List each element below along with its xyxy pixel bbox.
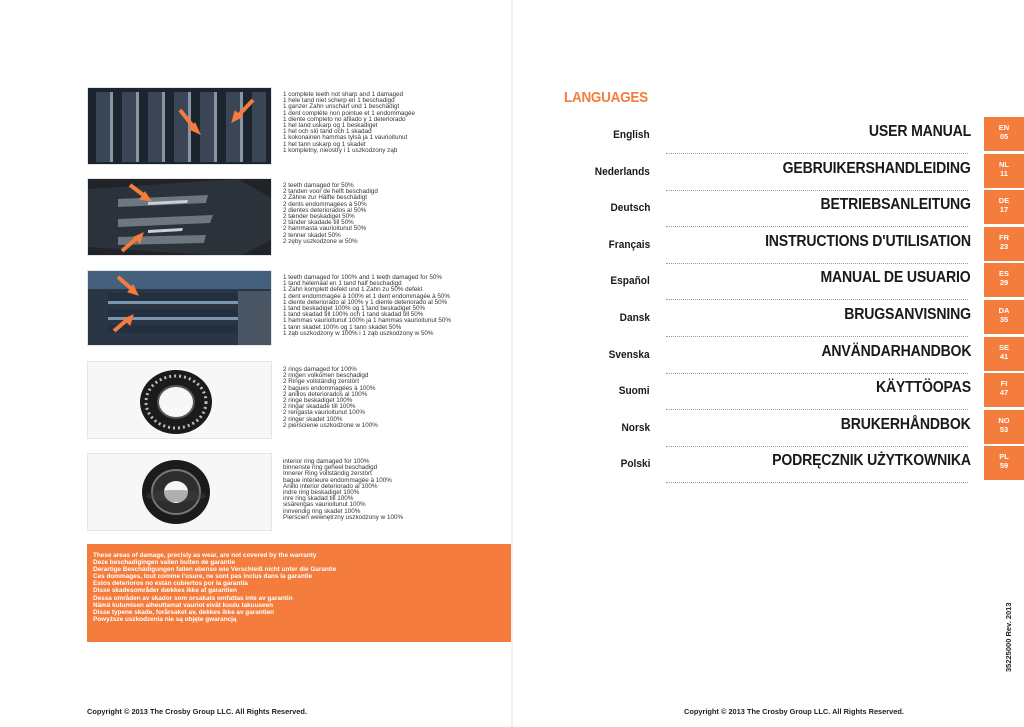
damage-line: 1 hel tand uskarp og 1 beskadiget <box>283 122 378 130</box>
warranty-notice <box>87 544 511 642</box>
damage-line: Anillo interior deteriorado al 100% <box>283 482 378 490</box>
damage-line: 1 diente completo no afilado y 1 deteriorado <box>283 115 406 123</box>
gear-teeth-photo <box>87 270 272 346</box>
damage-line: inre ring skadad till 100% <box>283 495 354 503</box>
manual-title[interactable]: BRUKERHÅNDBOK <box>841 415 971 433</box>
damage-line: 2 zęby uszkodzone w 50% <box>283 237 358 245</box>
damage-line: 1 dent complète non pointue et 1 endommagée <box>283 109 415 117</box>
damage-line: 1 ząb uszkodzony w 100% i 1 ząb uszkodzony w 50% <box>283 329 434 337</box>
warranty-line: Deze beschadigingen vallen buiten de garantie <box>93 559 236 567</box>
language-name: Français <box>608 238 650 251</box>
language-tab[interactable] <box>984 117 1024 151</box>
language-row-de[interactable] <box>564 190 1024 226</box>
language-name: Polski <box>620 458 650 471</box>
damage-line: 2 ringer skadet 100% <box>283 415 343 423</box>
manual-title[interactable]: INSTRUCTIONS D'UTILISATION <box>765 232 971 250</box>
copyright-left: Copyright © 2013 The Crosby Group LLC. All Rights Reserved. <box>87 707 307 716</box>
language-row-da[interactable] <box>564 300 1024 336</box>
language-name: Deutsch <box>610 202 650 215</box>
warranty-line: Estos deterioros no están cubiertos por la garantía <box>93 580 248 588</box>
language-name: Español <box>610 275 650 288</box>
page-number: 05 <box>999 132 1009 141</box>
language-name: Svenska <box>608 348 650 361</box>
damage-line: innvendig ring skadet 100% <box>283 507 361 515</box>
damage-line: Innerer Ring vollständig zerstört <box>283 470 372 478</box>
language-name: Dansk <box>619 312 650 324</box>
language-code: SE <box>998 342 1009 352</box>
damage-line: 2 bagues endommagées à 100% <box>283 384 376 392</box>
damage-description-5 <box>283 459 493 521</box>
manual-title[interactable]: GEBRUIKERSHANDLEIDING <box>783 159 971 177</box>
damage-line: 1 hammas vaurioitunut 100% ja 1 hammas vaurioitunut 50% <box>283 317 452 325</box>
damage-line: binnenste ring geheel beschadigd <box>283 464 378 472</box>
language-name: Nederlands <box>594 165 650 178</box>
language-tab[interactable] <box>984 227 1024 261</box>
damage-line: 1 complete teeth not sharp and 1 damaged <box>283 91 404 98</box>
bearing-inner-ring-photo <box>87 453 272 531</box>
warranty-line: Derartige Beschädigungen fallen ebenso wie Verschleiß nicht unter die Garantie <box>93 566 337 574</box>
damage-line: 2 Zähne zur Hälfte beschädigt <box>283 194 368 202</box>
damage-line: 1 dent endommagée à 100% et 1 dent endommagée à 50% <box>283 292 450 300</box>
warranty-line: Nämä kulumisen aiheuttamat vauriot eivät kuulu takuuseen <box>93 601 274 609</box>
warranty-line: Dessa områden av skador som orsakats omfattas inte av garantin <box>93 594 293 602</box>
language-code: FR <box>999 232 1009 242</box>
languages-heading: LANGUAGES <box>564 89 648 106</box>
page-number: 11 <box>1000 168 1008 178</box>
manual-title[interactable]: BRUGSANVISNING <box>844 306 971 323</box>
language-tab[interactable] <box>984 446 1024 480</box>
language-tab[interactable] <box>984 300 1024 334</box>
manual-title[interactable]: PODRĘCZNIK UŻYTKOWNIKA <box>772 452 971 470</box>
damage-line: 2 dents endommagées à 50% <box>283 200 367 208</box>
language-row-es[interactable] <box>564 263 1024 299</box>
damage-line: 1 hele tand niet scherp en 1 beschadigd <box>283 97 395 105</box>
page-number: 17 <box>999 205 1009 215</box>
damage-line: 1 diente deteriorado al 100% y 1 diente deteriorado al 50% <box>283 298 448 306</box>
damage-line: 2 rengasta vaurioitunut 100% <box>283 409 365 417</box>
manual-title[interactable]: ANVÄNDARHANDBOK <box>821 342 971 360</box>
damage-line: 2 dientes deteriorados al 50% <box>283 206 367 214</box>
gear-teeth-photo <box>87 87 272 165</box>
damage-line: 2 ringe beskadiget 100% <box>283 397 353 405</box>
language-code: PL <box>999 452 1009 462</box>
damage-line: 1 hel och slö tand och 1 skadad <box>283 128 372 136</box>
damage-line: 1 tand helemaal en 1 tand half beschadigd <box>283 280 402 288</box>
damage-line: indre ring beskadiget 100% <box>283 489 360 497</box>
copyright-right: Copyright © 2013 The Crosby Group LLC. All Rights Reserved. <box>684 707 904 716</box>
damage-line: 1 Zahn komplett defekt und 1 Zahn zu 50% defekt <box>283 286 423 294</box>
damage-line: 2 rings damaged for 100% <box>283 366 357 373</box>
manual-title[interactable]: KÄYTTÖOPAS <box>876 379 971 397</box>
damage-line: 1 tand beskadiget 100% og 1 tand beskadiget 50% <box>283 305 426 313</box>
language-name: Norsk <box>621 421 650 434</box>
gear-teeth-photo <box>87 178 272 256</box>
page-number: 35 <box>999 315 1009 324</box>
language-name: Suomi <box>619 385 650 398</box>
damage-line: 1 tand skadad till 100% och 1 tand skadad till 50% <box>283 311 424 319</box>
language-code: DA <box>998 306 1010 315</box>
damage-line: sisärengas vaurioitunut 100% <box>283 501 366 509</box>
language-row-fi[interactable] <box>564 373 1024 409</box>
warranty-line: Powyższe uszkodzenia nie są objęte gwarancją <box>93 615 237 623</box>
dotted-leader <box>666 482 968 483</box>
damage-description-2 <box>283 183 493 245</box>
language-tab[interactable] <box>984 373 1024 407</box>
damage-line: 1 hel tann uskarp og 1 skadet <box>283 140 366 148</box>
warranty-line: Disse typene skade, forårsaket av, dekkes ikke av garantien <box>93 608 275 616</box>
language-tab[interactable] <box>984 154 1024 188</box>
language-tab[interactable] <box>984 410 1024 444</box>
language-row-se[interactable] <box>564 337 1024 373</box>
damage-line: 2 Ringe vollständig zerstört <box>283 378 359 386</box>
manual-title[interactable]: BETRIEBSANLEITUNG <box>820 196 971 214</box>
damage-line: 2 teeth damaged for 50% <box>283 182 354 189</box>
damage-description-3 <box>283 275 493 337</box>
language-code: DE <box>998 196 1010 206</box>
damage-line: 1 tann skadet 100% og 1 tann skadet 50% <box>283 323 402 331</box>
damage-line: 1 kompletny, nieostry i 1 uszkodzony ząb <box>283 146 398 154</box>
language-row-en[interactable] <box>564 117 1024 153</box>
damage-line: 1 teeth damaged for 100% and 1 teeth damaged for 50% <box>283 274 442 281</box>
language-code: NL <box>999 159 1009 169</box>
damage-line: 2 tanden voor de helft beschadigd <box>283 188 378 196</box>
language-code: EN <box>998 123 1010 132</box>
bearing-rings-photo <box>87 361 272 439</box>
damage-line: 1 ganzer Zahn unscharf und 1 beschädigt <box>283 103 400 111</box>
language-row-nl[interactable] <box>564 154 1024 190</box>
language-tab[interactable] <box>984 337 1024 371</box>
damage-line: interior ring damaged for 100% <box>283 458 370 465</box>
page-number: 29 <box>999 278 1009 288</box>
page-number: 41 <box>999 351 1009 361</box>
damage-line: 2 pierścienie uszkodzone w 100% <box>283 421 378 429</box>
manual-title[interactable]: MANUAL DE USUARIO <box>820 269 971 287</box>
damage-line: 2 hammasta vaurioitunut 50% <box>283 225 367 233</box>
damage-line: 1 kokonainen hammas tylsä ja 1 vaurioitunut <box>283 134 408 142</box>
damage-line: Pierścień wewnętrzny uszkodzony w 100% <box>283 513 404 521</box>
damage-description-4 <box>283 367 493 429</box>
page-number: 59 <box>999 461 1009 471</box>
warranty-line: Ces dommages, tout comme l'usure, ne sont pas inclus dans la garantie <box>93 573 313 581</box>
language-name: English <box>613 129 650 141</box>
language-row-no[interactable] <box>564 410 1024 446</box>
page-number: 23 <box>999 241 1009 251</box>
language-code: FI <box>1000 379 1008 389</box>
language-tab[interactable] <box>984 263 1024 297</box>
damage-line: 2 tænder beskadiget 50% <box>283 213 355 221</box>
warranty-line: Disse skadesområder dækkes ikke af garantien <box>93 587 237 595</box>
damage-line: 2 tänder skadade till 50% <box>283 219 354 227</box>
page-number: 53 <box>999 424 1009 434</box>
language-code: ES <box>998 269 1009 279</box>
manual-title[interactable]: USER MANUAL <box>868 123 971 140</box>
damage-description-1 <box>283 92 493 154</box>
language-row-fr[interactable] <box>564 227 1024 263</box>
damage-line: bague intérieure endommagée à 100% <box>283 476 392 484</box>
damage-line: 2 ringen volkomen beschadigd <box>283 372 369 380</box>
language-tab[interactable] <box>984 190 1024 224</box>
page-number: 47 <box>999 388 1009 398</box>
damage-line: 2 anillos deteriorados al 100% <box>283 390 368 398</box>
damage-line: 2 ringar skadade till 100% <box>283 403 356 411</box>
document-number: 35225000 Rev. 2013 <box>1004 602 1013 672</box>
spread-divider <box>511 0 513 727</box>
damage-line: 2 tenner skadet 50% <box>283 231 341 239</box>
warranty-line: These areas of damage, precisly as wear, are not covered by the warranty <box>93 552 317 559</box>
language-code: NO <box>998 415 1010 425</box>
language-row-pl[interactable] <box>564 446 1024 482</box>
